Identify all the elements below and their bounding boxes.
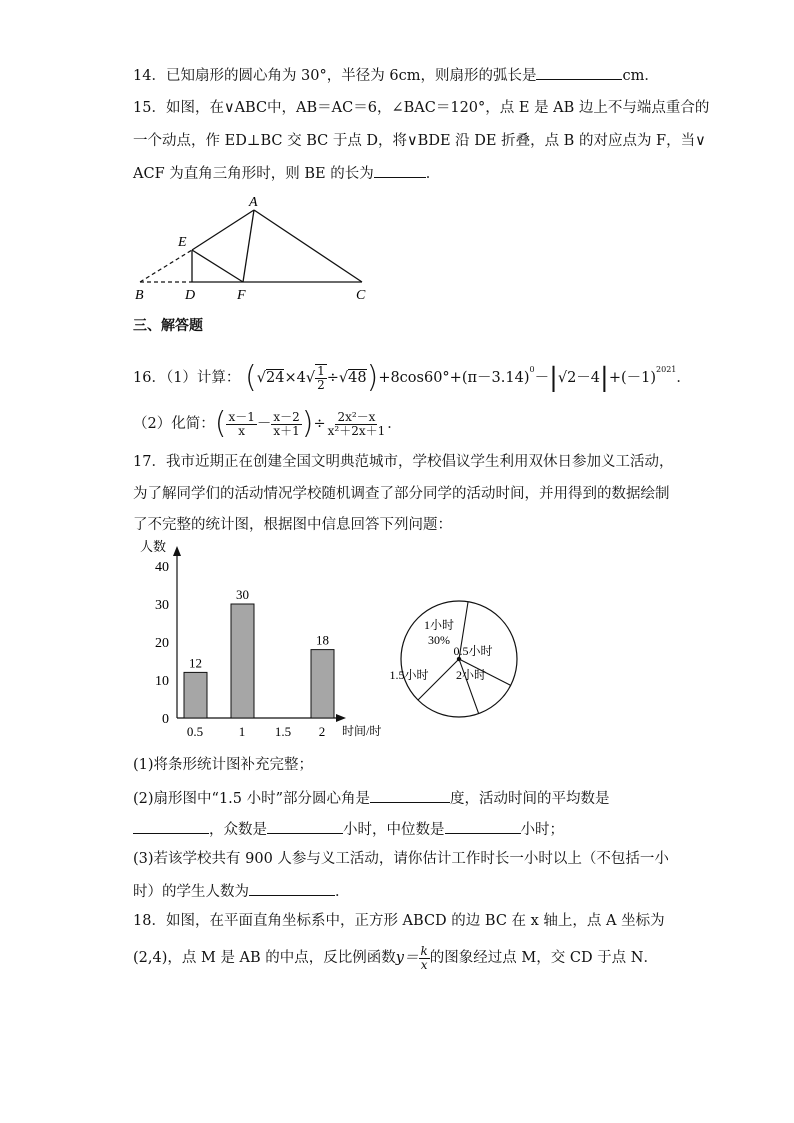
paren-close-2: ) bbox=[301, 406, 314, 441]
y-axis-label: 人数 bbox=[140, 539, 167, 554]
sqrt-symbol-2: √ bbox=[305, 370, 316, 386]
q16-part1 bbox=[133, 352, 691, 396]
minus-sign: － bbox=[534, 370, 550, 386]
q15-answer-blank[interactable] bbox=[374, 162, 426, 178]
abs-open: | bbox=[549, 363, 558, 393]
segment-BE-dashed bbox=[140, 250, 192, 282]
q17-sub2-e: 小时； bbox=[520, 822, 564, 838]
q15-line3-text: ACF 为直角三角形时，则 BE 的长为 bbox=[133, 166, 374, 182]
label-A: A bbox=[249, 195, 258, 210]
q17-line3: 了不完整的统计图，根据图中信息回答下列问题： bbox=[133, 517, 452, 533]
y-tick-label: 20 bbox=[155, 636, 169, 651]
q18-line2 bbox=[133, 940, 658, 976]
func-fraction: $\frac{k}{x}$ bbox=[420, 943, 428, 972]
x-axis-label: 时间/时 bbox=[342, 724, 382, 738]
q14-text: 14．已知扇形的圆心角为 30°，半径为 6cm，则扇形的弧长是 bbox=[133, 68, 537, 84]
sqrt-symbol: √ bbox=[256, 370, 267, 386]
func-y: y＝ bbox=[395, 950, 419, 966]
q17-sub2-line1 bbox=[133, 787, 610, 809]
q15-line1: 15．如图，在∨ABC中，AB＝AC＝6，∠BAC＝120°，点 E 是 AB 边上不与端点重合的 bbox=[133, 100, 710, 116]
q18-line1: 18．如图，在平面直角坐标系中，正方形 ABCD 的边 BC 在 x 轴上，点 A 坐标为 bbox=[133, 913, 665, 929]
x-tick-label: 1.5 bbox=[274, 724, 292, 739]
q16-part1-prefix: 16．（1）计算： bbox=[133, 370, 241, 386]
label-D: D bbox=[185, 288, 196, 303]
q17-sub2-b: 度，活动时间的平均数是 bbox=[450, 791, 610, 807]
pie-chart bbox=[389, 600, 520, 722]
q16-part2-end: ． bbox=[387, 416, 402, 432]
abs-close: | bbox=[600, 363, 609, 393]
x-axis-arrow bbox=[336, 714, 346, 722]
bar-data-label: 18 bbox=[316, 632, 329, 648]
pi-part: (π－3.14) bbox=[461, 370, 530, 386]
x-tick-label: 1 bbox=[238, 724, 246, 739]
half-fraction: $\frac{1}{2}$ bbox=[317, 364, 325, 392]
div-sign: ÷ bbox=[326, 370, 339, 386]
q14-unit: cm． bbox=[622, 68, 659, 84]
y-axis-arrow bbox=[173, 546, 181, 556]
plus-cos: +8cos60°+ bbox=[378, 370, 462, 386]
y-tick-label: 0 bbox=[162, 712, 169, 727]
plus-sign: + bbox=[608, 370, 621, 386]
paren-close: ) bbox=[366, 360, 379, 395]
median-answer-blank[interactable] bbox=[445, 818, 521, 834]
bar bbox=[184, 672, 207, 718]
bar-chart bbox=[130, 536, 390, 741]
label-B: B bbox=[135, 288, 144, 303]
div-sign-2: ÷ bbox=[313, 416, 326, 432]
q17-sub2-d: 小时，中位数是 bbox=[343, 822, 445, 838]
sqrt48-value: 48 bbox=[348, 370, 367, 386]
fraction-1: $\frac{x-1}{x}$ bbox=[228, 409, 255, 438]
label-C: C bbox=[356, 288, 366, 303]
abs-inner: √2－4 bbox=[557, 370, 601, 386]
paren-open: ( bbox=[245, 360, 257, 395]
q17-sub3-line1: (3)若该学校共有 900 人参与义工活动，请你估计工作时长一小时以上（不包括一小 bbox=[133, 851, 669, 867]
y-tick-label: 10 bbox=[155, 674, 169, 689]
segment-EA bbox=[192, 210, 254, 250]
section-title: 三、解答题 bbox=[133, 318, 203, 334]
q18-line2-b: 的图象经过点 M，交 CD 于点 N． bbox=[429, 950, 658, 966]
paren-open-2: ( bbox=[214, 406, 227, 441]
q17-sub2-a: (2)扇形图中“1.5 小时”部分圆心角是 bbox=[133, 791, 371, 807]
bar-data-label: 12 bbox=[189, 655, 202, 671]
mean-answer-blank[interactable] bbox=[133, 818, 209, 834]
label-F: F bbox=[237, 288, 246, 303]
exp-zero: 0 bbox=[529, 365, 535, 374]
q17-line1: 17．我市近期正在创建全国文明典范城市，学校倡议学生利用双休日参加义工活动， bbox=[133, 454, 674, 470]
bar bbox=[231, 604, 254, 718]
q17-sub3-line2 bbox=[133, 880, 350, 902]
pie-slice-label: 0.5小时 bbox=[453, 644, 493, 658]
q17-sub1: (1)将条形统计图补充完整； bbox=[133, 757, 314, 773]
pie-slice-label: 2小时 bbox=[455, 668, 487, 682]
q14-answer-blank[interactable] bbox=[536, 64, 622, 80]
q14-line bbox=[133, 64, 659, 86]
q17-sub2-c: ，众数是 bbox=[209, 822, 267, 838]
minus-sign-2: － bbox=[256, 416, 272, 432]
angle-answer-blank[interactable] bbox=[370, 787, 450, 803]
exp-2021: 2021 bbox=[656, 365, 677, 374]
segment-AF bbox=[243, 210, 254, 282]
q15-line3 bbox=[133, 162, 440, 184]
count-answer-blank[interactable] bbox=[249, 880, 335, 896]
pie-slice-label: 1小时 bbox=[423, 618, 455, 632]
q18-line2-a: (2,4)，点 M 是 AB 的中点，反比例函数 bbox=[133, 950, 396, 966]
times4: ×4 bbox=[284, 370, 306, 386]
q16-part1-end: ． bbox=[676, 370, 691, 386]
q17-sub3-b: 时）的学生人数为 bbox=[133, 884, 249, 900]
mode-answer-blank[interactable] bbox=[267, 818, 343, 834]
q15-line3-end: ． bbox=[425, 166, 441, 182]
y-tick-label: 30 bbox=[155, 598, 169, 613]
sqrt24-value: 24 bbox=[266, 370, 285, 386]
pie-slice-percent: 30% bbox=[428, 633, 450, 647]
segment-AC bbox=[254, 210, 362, 282]
q17-line2: 为了解同学们的活动情况学校随机调查了部分同学的活动时间，并用得到的数据绘制 bbox=[133, 486, 670, 502]
q15-line2: 一个动点，作 ED⊥BC 交 BC 于点 D，将∨BDE 沿 DE 折叠，点 B 的对应点为 F，当∨ bbox=[133, 133, 706, 149]
y-tick-label: 40 bbox=[155, 560, 169, 575]
segment-EF bbox=[192, 250, 243, 282]
q17-sub2-line2 bbox=[133, 818, 564, 840]
q15-triangle-figure bbox=[130, 192, 380, 307]
neg-one: (－1) bbox=[620, 370, 657, 386]
x-tick-label: 2 bbox=[318, 724, 326, 739]
bar bbox=[311, 650, 334, 718]
fraction-3: $\frac{\text{2x²－x}}{\text{x²＋2x＋1}}$ bbox=[327, 409, 386, 438]
q16-part2-prefix: （2）化简： bbox=[133, 416, 215, 432]
q17-sub3-c: ． bbox=[335, 884, 350, 900]
label-E: E bbox=[178, 235, 187, 250]
fraction-2: $\frac{x-2}{x+1}$ bbox=[273, 409, 300, 438]
sqrt-symbol-3: √ bbox=[338, 370, 349, 386]
x-tick-label: 0.5 bbox=[186, 724, 204, 739]
pie-slice-label: 1.5小时 bbox=[389, 668, 429, 682]
q16-part2 bbox=[133, 404, 402, 444]
bar-data-label: 30 bbox=[236, 587, 249, 602]
